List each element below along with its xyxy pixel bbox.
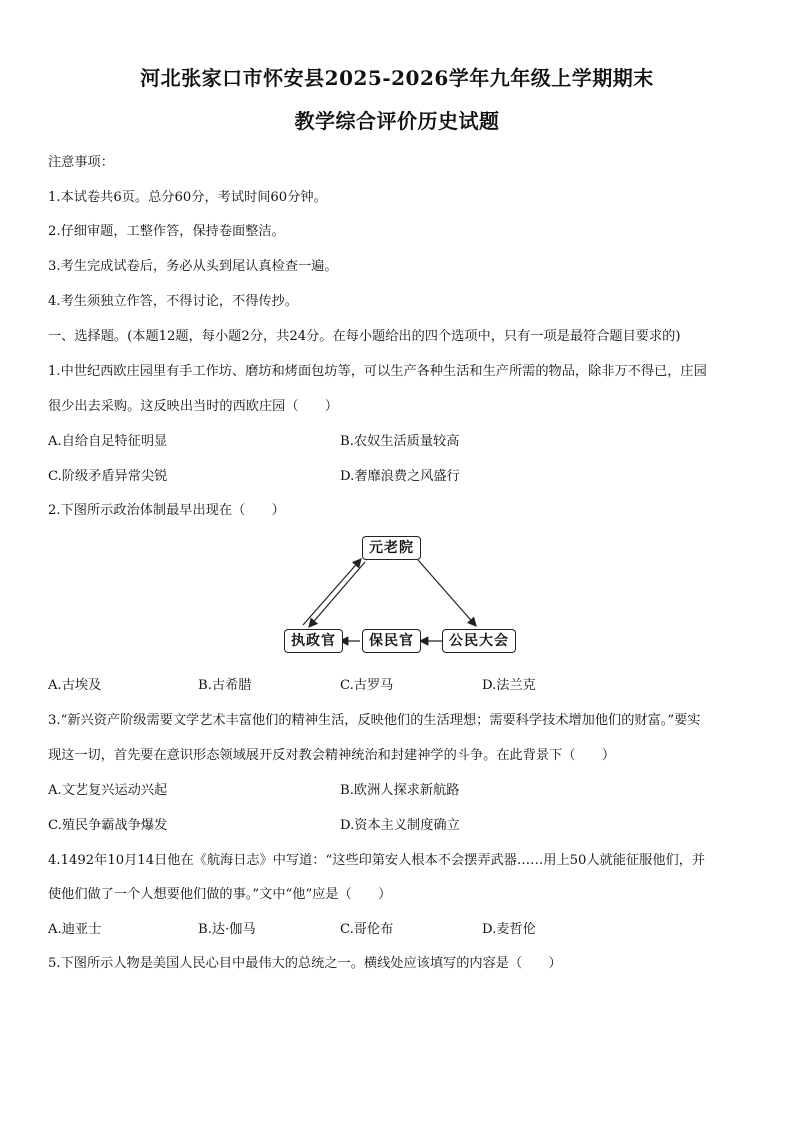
arrow-senate-to-assembly (418, 560, 476, 626)
note-item: 4.考生须独立作答，不得讨论，不得传抄。 (48, 294, 298, 309)
question-2-option-c: C.古罗马 (340, 678, 394, 693)
question-2-stem: 2.下图所示政治体制最早出现在（ ） (48, 503, 285, 518)
question-4-option-c: C.哥伦布 (340, 922, 394, 937)
question-2-option-d: D.法兰克 (482, 678, 536, 693)
box-senate: 元老院 (362, 536, 421, 560)
question-1-option-d: D.奢靡浪费之风盛行 (340, 469, 460, 484)
note-item: 3.考生完成试卷后，务必从头到尾认真检查一遍。 (48, 259, 338, 274)
question-3-option-c: C.殖民争霸战争爆发 (48, 818, 168, 833)
question-1-option-b: B.农奴生活质量较高 (340, 434, 460, 449)
question-3-option-a: A.文艺复兴运动兴起 (48, 783, 168, 798)
page-title-line-1: 河北张家口市怀安县2025-2026学年九年级上学期期末 (140, 66, 654, 90)
question-4-stem: 4.1492年10月14日他在《航海日志》中写道：“这些印第安人根本不会摆弄武器……用上50人就能征服他们，并 (48, 853, 706, 868)
question-5-stem: 5.下图所示人物是美国人民心目中最伟大的总统之一。横线处应该填写的内容是（ ） (48, 956, 562, 971)
question-1-option-a: A.自给自足特征明显 (48, 434, 168, 449)
question-2-option-a: A.古埃及 (48, 678, 102, 693)
question-3-option-b: B.欧洲人探求新航路 (340, 783, 460, 798)
arrow-senate-to-consul (309, 562, 365, 627)
arrow-consul-to-senate (303, 559, 361, 625)
question-2-option-b: B.古希腊 (198, 678, 252, 693)
section-heading: 一、选择题。(本题12题，每小题2分，共24分。在每小题给出的四个选项中，只有一项是最符合题目要求的) (48, 329, 681, 344)
page-title-line-2: 教学综合评价历史试题 (294, 109, 500, 133)
note-item: 1.本试卷共6页。总分60分，考试时间60分钟。 (48, 190, 327, 205)
question-4-option-a: A.迪亚士 (48, 922, 102, 937)
box-consul: 执政官 (284, 629, 343, 653)
question-3-stem-cont: 现这一切，首先要在意识形态领域展开反对教会精神统治和封建神学的斗争。在此背景下（ ） (48, 748, 616, 763)
box-assembly: 公民大会 (442, 629, 516, 653)
box-tribune: 保民官 (362, 629, 421, 653)
notes-heading: 注意事项： (48, 155, 114, 170)
note-item: 2.仔细审题，工整作答，保持卷面整洁。 (48, 224, 285, 239)
question-3-option-d: D.资本主义制度确立 (340, 818, 460, 833)
question-1-stem-cont: 很少出去采购。这反映出当时的西欧庄园（ ） (48, 399, 339, 414)
question-4-option-b: B.达·伽马 (198, 922, 256, 937)
political-system-diagram (270, 528, 530, 658)
question-1-stem: 1.中世纪西欧庄园里有手工作坊、磨坊和烤面包坊等，可以生产各种生活和生产所需的物品，除非万不得已，庄园 (48, 364, 707, 379)
question-4-stem-cont: 使他们做了一个人想要他们做的事。”文中“他”应是（ ） (48, 887, 392, 902)
question-3-stem: 3.“新兴资产阶级需要文学艺术丰富他们的精神生活，反映他们的生活理想；需要科学技术增加他们的财富。”要实 (48, 713, 701, 728)
question-1-option-c: C.阶级矛盾异常尖锐 (48, 469, 168, 484)
question-4-option-d: D.麦哲伦 (482, 922, 536, 937)
